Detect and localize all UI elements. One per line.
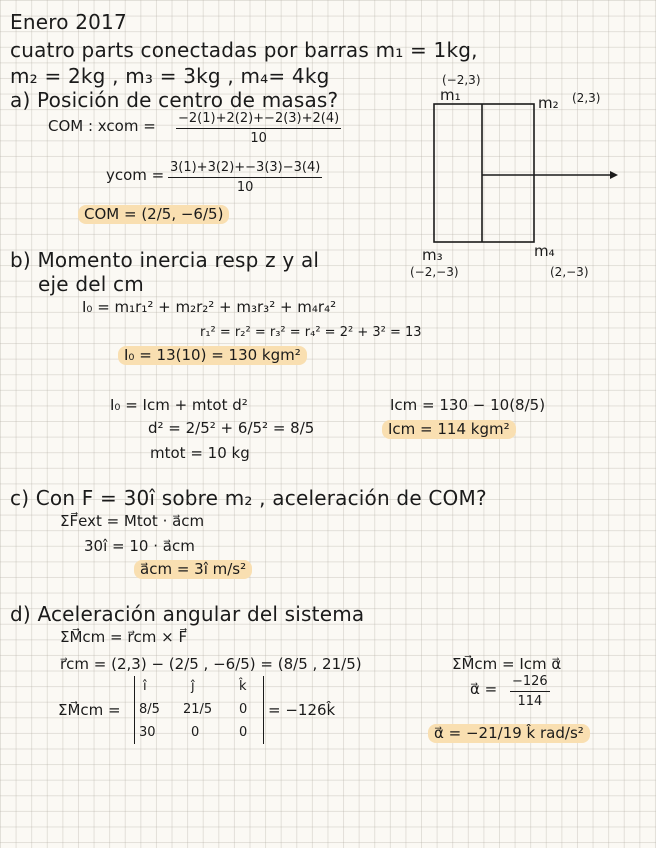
masses-diagram [400, 70, 656, 290]
det-i: î [143, 679, 147, 694]
det-r31: 30 [139, 725, 156, 740]
m4-label: m₄ [534, 242, 555, 260]
det-r32: 0 [191, 725, 200, 740]
det-r23: 0 [239, 702, 248, 717]
determinant-result: = −126k̂ [268, 701, 336, 719]
torque-equation: ΣM⃗cm = r⃗cm × F⃗ [60, 628, 188, 646]
part-b-question-line2: eje del cm [38, 272, 144, 296]
inertia-origin-result: I₀ = 13(10) = 130 kgm² [118, 346, 307, 365]
acm-result: a⃗cm = 3î m/s² [134, 560, 252, 579]
alpha-result: α⃗ = −21/19 k̂ rad/s² [428, 724, 590, 743]
parallel-axis-equation: I₀ = Icm + mtot d² [110, 396, 248, 414]
ycom-denominator: 10 [236, 180, 254, 195]
problem-statement-line1: cuatro parts conectadas por barras m₁ = 1kg, [10, 38, 478, 62]
m2-coord: (2,3) [572, 91, 601, 105]
alpha-denominator: 114 [517, 694, 543, 709]
inertia-equation: I₀ = m₁r₁² + m₂r₂² + m₃r₃² + m₄r₄² [82, 298, 337, 316]
determinant-matrix [134, 676, 264, 744]
xcom-fraction [176, 111, 341, 146]
distance-equation: d² = 2/5² + 6/5² = 8/5 [148, 419, 315, 437]
determinant-label: ΣM⃗cm = [58, 701, 121, 719]
diagram-frame [434, 104, 534, 242]
m1-label: m₁ [440, 86, 461, 104]
alpha-numerator: −126 [510, 674, 550, 692]
force-substitution: 30î = 10 · a⃗cm [84, 537, 195, 555]
alpha-fraction [510, 674, 550, 709]
icm-result: Icm = 114 kgm² [382, 420, 516, 439]
com-result: COM = (2/5, −6/5) [78, 205, 229, 224]
newton-equation: ΣF⃗ext = Mtot · a⃗cm [60, 512, 205, 530]
det-j: ĵ [191, 679, 195, 694]
ycom-label: ycom = [106, 166, 165, 184]
det-r21: 8/5 [139, 702, 160, 717]
m2-label: m₂ [538, 94, 559, 112]
xcom-label: COM : xcom = [48, 117, 156, 135]
problem-statement-line2: m₂ = 2kg , m₃ = 3kg , m₄= 4kg [10, 64, 330, 88]
date-heading: Enero 2017 [10, 10, 127, 34]
m1-coord: (−2,3) [442, 73, 481, 87]
total-mass: mtot = 10 kg [150, 444, 250, 462]
radius-equation: r₁² = r₂² = r₃² = r₄² = 2² + 3² = 13 [200, 325, 422, 340]
det-r22: 21/5 [183, 702, 213, 717]
part-a-question: a) Posición de centro de masas? [10, 88, 339, 112]
det-k: k̂ [239, 679, 247, 694]
x-axis-arrowhead [610, 171, 618, 179]
part-d-question: d) Aceleración angular del sistema [10, 602, 365, 626]
xcom-denominator: 10 [250, 131, 267, 146]
m3-label: m₃ [422, 246, 443, 264]
xcom-numerator: −2(1)+2(2)+−2(3)+2(4) [176, 111, 341, 129]
det-r33: 0 [239, 725, 248, 740]
ycom-numerator: 3(1)+3(2)+−3(3)−3(4) [168, 160, 322, 178]
angular-newton-equation: ΣM⃗cm = Icm α⃗ [452, 655, 562, 673]
m4-coord: (2,−3) [550, 265, 589, 279]
icm-equation: Icm = 130 − 10(8/5) [390, 396, 546, 414]
ycom-fraction [168, 160, 322, 195]
m3-coord: (−2,−3) [410, 265, 459, 279]
rcm-equation: r⃗cm = (2,3) − (2/5 , −6/5) = (8/5 , 21/5) [60, 655, 362, 673]
part-b-question-line1: b) Momento inercia resp z y al [10, 248, 320, 272]
alpha-label: α⃗ = [470, 680, 498, 698]
part-c-question: c) Con F = 30î sobre m₂ , aceleración de COM? [10, 486, 487, 510]
